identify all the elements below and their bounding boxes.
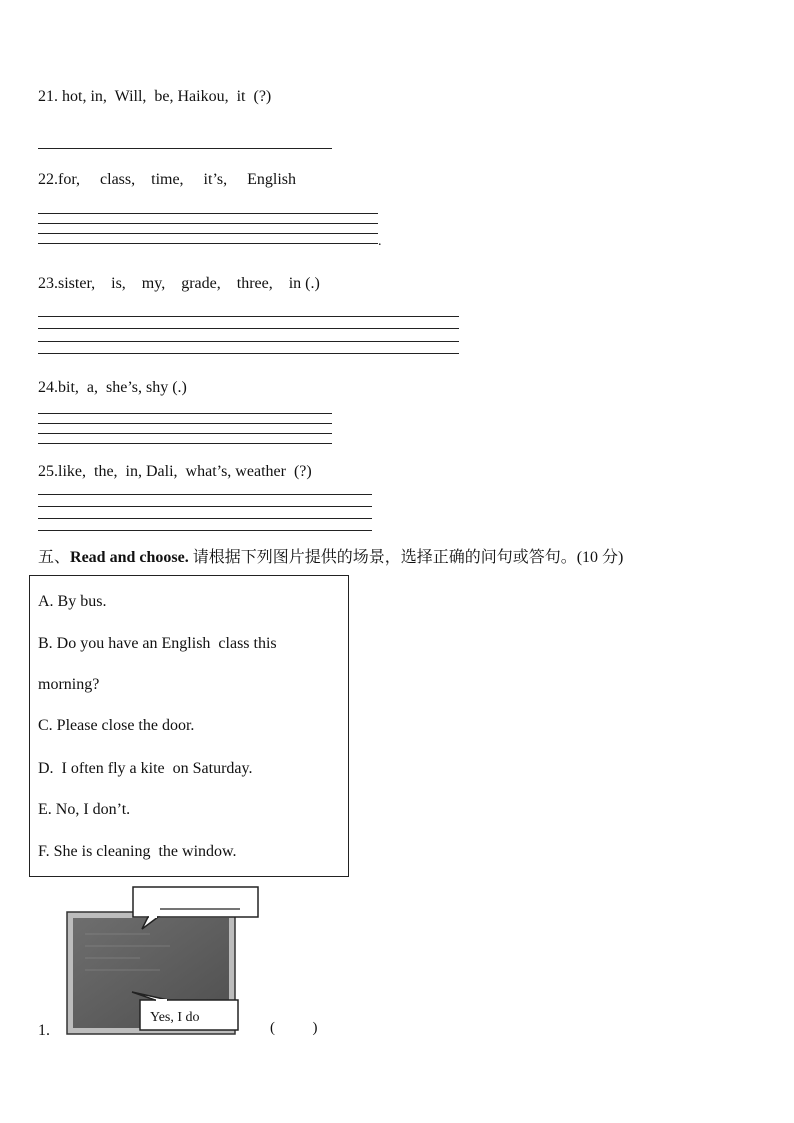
answer-line — [38, 506, 372, 507]
answer-line — [38, 148, 332, 149]
section-heading — [38, 544, 623, 567]
answer-line — [38, 243, 378, 244]
answer-line — [38, 518, 372, 519]
scene-picture — [60, 884, 265, 1039]
picture-item-number: 1. — [38, 1022, 50, 1039]
answer-line — [38, 433, 332, 434]
section-title-en: Read and choose. — [70, 549, 189, 566]
option-b-continued: morning? — [38, 676, 100, 693]
option-b: B. Do you have an English class this — [38, 635, 277, 652]
question-25: 25.like, the, in, Dali, what’s, weather (?) — [38, 463, 312, 480]
question-22: 22.for, class, time, it’s, English — [38, 171, 297, 188]
answer-line — [38, 443, 332, 444]
answer-line — [38, 530, 372, 531]
answer-line — [38, 233, 378, 234]
section-number: 五、 — [38, 549, 71, 566]
answer-line — [38, 316, 459, 317]
answer-line — [38, 223, 378, 224]
answer-line — [38, 413, 332, 414]
trailing-period: . — [378, 234, 382, 249]
answer-line — [38, 353, 459, 354]
bubble-answer-text: Yes, I do — [150, 1010, 200, 1025]
question-23: 23.sister, is, my, grade, three, in (.) — [38, 275, 320, 292]
answer-line — [38, 494, 372, 495]
option-a: A. By bus. — [38, 593, 107, 610]
answer-line — [38, 213, 378, 214]
section-title-cn: 请根据下列图片提供的场景，选择正确的问句或答句。(10 分) — [188, 549, 624, 566]
answer-line — [38, 341, 459, 342]
question-24: 24.bit, a, she’s, shy (.) — [38, 379, 187, 396]
question-21: 21. hot, in, Will, be, Haikou, it (?) — [38, 88, 272, 105]
answer-parentheses[interactable]: ( ) — [270, 1020, 318, 1036]
answer-line — [38, 423, 332, 424]
option-c: C. Please close the door. — [38, 717, 195, 734]
option-f: F. She is cleaning the window. — [38, 843, 237, 860]
option-d: D. I often fly a kite on Saturday. — [38, 760, 253, 777]
answer-line — [38, 328, 459, 329]
option-e: E. No, I don’t. — [38, 801, 131, 818]
